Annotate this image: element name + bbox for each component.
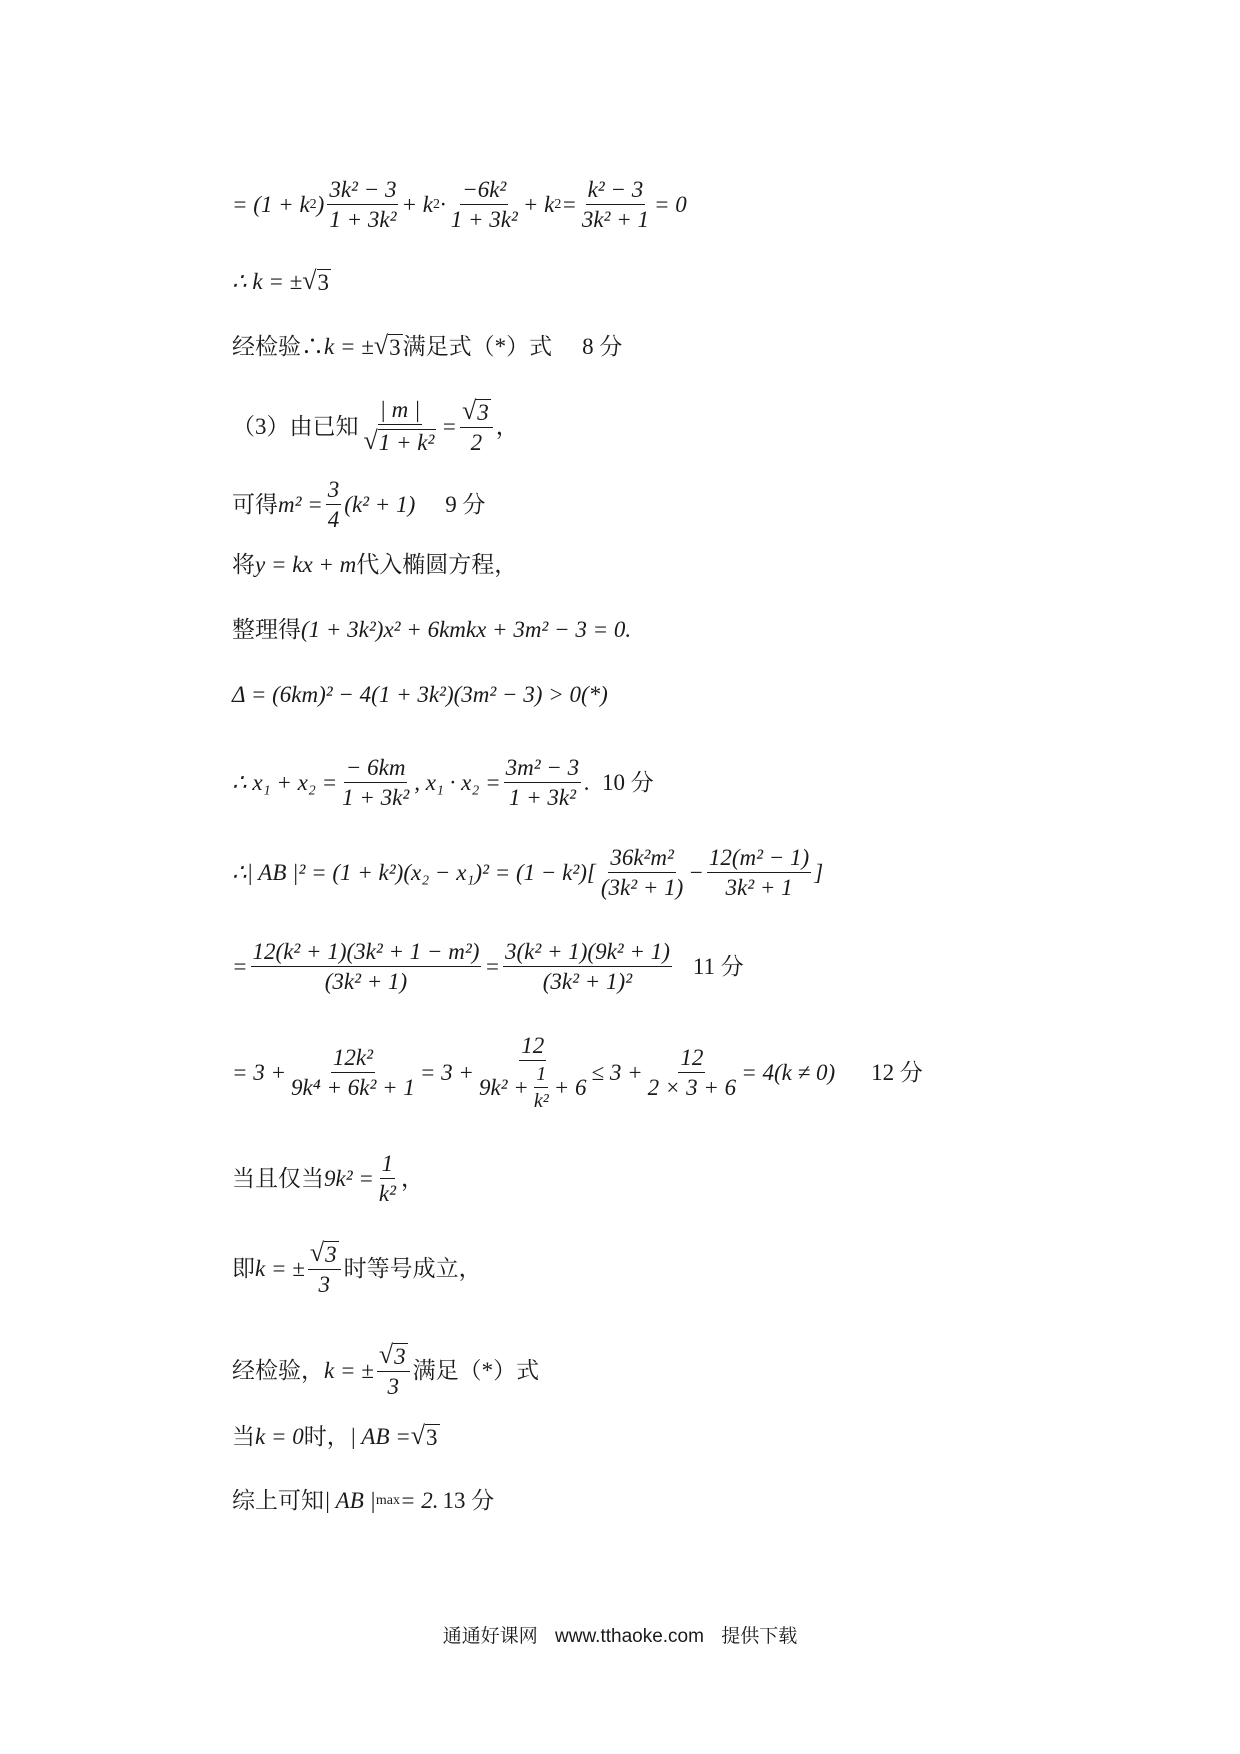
radicand: 3 — [394, 1344, 406, 1369]
expr-part: = (1 + k — [232, 192, 310, 217]
text-part: 经检验， — [232, 1357, 324, 1383]
text-part: 代入椭圆方程， — [356, 552, 518, 577]
expr-part: · — [439, 192, 446, 217]
expr-part: k = ± — [324, 1357, 374, 1383]
denominator — [477, 1061, 589, 1111]
fraction — [580, 178, 651, 231]
radicand: 1 + k² — [378, 430, 435, 455]
fraction — [327, 178, 398, 231]
denominator: 1 + 3k² — [329, 207, 397, 232]
denominator: 2 — [470, 430, 483, 455]
expr-part: − — [688, 860, 704, 885]
footer-url: www.tthaoke.com — [555, 1626, 704, 1647]
numerator: −6k² — [460, 178, 508, 205]
expr-part: ≤ 3 + — [591, 1060, 643, 1085]
expr-part: | AB = — [349, 1423, 411, 1449]
denominator: (3k² + 1) — [600, 875, 684, 900]
numerator: 1 — [380, 1152, 396, 1179]
text-part: ， — [495, 413, 519, 439]
equation-line-10 — [232, 846, 823, 899]
text-part: ， — [400, 1166, 424, 1191]
fraction — [326, 478, 342, 531]
expr-part: (k² + 1) — [344, 492, 416, 517]
denominator: 4 — [327, 507, 340, 532]
expr-part: ∴ x₁ + x₂ = — [232, 770, 338, 795]
score-mark: 11 分 — [692, 954, 744, 979]
equation-line-9 — [232, 756, 654, 809]
numerator: 1 — [534, 1064, 548, 1088]
numerator: − 6km — [344, 756, 408, 783]
expr-part: + k — [522, 192, 555, 217]
expr-part: = — [441, 413, 457, 439]
denominator: 1 + 3k² — [450, 207, 518, 232]
equation-line-13 — [232, 1152, 424, 1205]
fraction — [532, 1064, 551, 1111]
numerator: 36k²m² — [608, 846, 676, 873]
text-part: 满足式（*）式 — [402, 333, 553, 359]
fraction — [377, 1152, 398, 1205]
denominator: 1 + 3k² — [508, 785, 576, 810]
sqrt: √ 3 — [410, 1421, 438, 1450]
numerator: √ 3 — [308, 1240, 341, 1270]
fraction — [503, 940, 672, 993]
denominator: k² — [533, 1090, 549, 1112]
equation-line-16 — [232, 1423, 440, 1449]
radicand: 3 — [317, 270, 330, 295]
expr-part: Δ = (6km)² − 4(1 + 3k²)(3m² − 3) > 0(*) — [232, 682, 608, 707]
numerator: √ 3 — [460, 398, 493, 428]
fraction — [251, 940, 482, 993]
numerator: 3m² − 3 — [504, 756, 582, 783]
expr-part: ∴ k = ± — [232, 268, 303, 294]
expr-part: = 0 — [653, 192, 687, 217]
text-part: 综上可知 — [232, 1488, 324, 1513]
fraction — [377, 1342, 410, 1398]
score-mark: 8 分 — [582, 333, 623, 359]
text-part: 即 — [232, 1255, 255, 1281]
equation-line-15 — [232, 1342, 539, 1398]
fraction — [449, 178, 520, 231]
expr-part: m² = — [278, 492, 323, 517]
fraction — [460, 398, 493, 454]
numerator: 3(k² + 1)(9k² + 1) — [503, 940, 672, 967]
expr-part: = 4(k ≠ 0) — [741, 1060, 836, 1085]
score-mark: 9 分 — [445, 492, 486, 517]
text-part: 时等号成立， — [343, 1255, 482, 1281]
equation-line-11 — [232, 940, 744, 993]
fraction — [289, 1046, 417, 1099]
text-part: 当且仅当 — [232, 1166, 324, 1191]
equation-line-12 — [232, 1034, 923, 1111]
numerator: 12 — [519, 1034, 546, 1061]
score-mark: 13 分 — [442, 1488, 495, 1513]
numerator: k² − 3 — [586, 178, 646, 205]
expr-part: = — [561, 192, 577, 217]
expr-part: = 2. — [399, 1488, 439, 1513]
equation-line-8 — [232, 683, 608, 706]
page-footer — [0, 1621, 1240, 1648]
score-mark: 12 分 — [871, 1060, 923, 1085]
denominator: 9k⁴ + 6k² + 1 — [291, 1075, 415, 1100]
fraction — [362, 398, 439, 454]
score-mark: 10 分 — [601, 770, 654, 795]
numerator: 12(k² + 1)(3k² + 1 − m²) — [251, 940, 482, 967]
expr-part: ] — [814, 860, 824, 885]
text-part: 当 — [232, 1423, 255, 1449]
expr-part: + 6 — [553, 1075, 587, 1100]
denominator: (3k² + 1) — [324, 969, 408, 994]
equation-line-17: 综上可知 | AB | max = 2. 13 分 — [232, 1488, 495, 1513]
text-part: 将 — [232, 552, 255, 577]
fraction — [308, 1240, 341, 1296]
expr-part: 9k² + — [478, 1075, 529, 1100]
denominator: 3k² + 1 — [581, 207, 649, 232]
fraction — [504, 756, 582, 809]
numerator: 3 — [326, 478, 342, 505]
expr-part: | AB | — [324, 1488, 376, 1513]
radicand: 3 — [325, 1242, 337, 1267]
fraction — [340, 756, 411, 809]
expr-part: ) — [316, 192, 325, 217]
footer-note: 提供下载 — [721, 1626, 798, 1647]
text-part: （3）由已知 — [232, 413, 359, 439]
equation-line-7 — [232, 618, 631, 641]
denominator: 3 — [387, 1374, 399, 1399]
expr-part: . — [584, 770, 590, 795]
text-part: 可得 — [232, 492, 278, 517]
text-part: 满足（*）式 — [412, 1357, 540, 1383]
sqrt: √ 3 — [373, 331, 401, 360]
expr-part: + k — [401, 192, 433, 217]
numerator: | m | — [378, 398, 423, 425]
denominator: √ 1 + k² — [363, 426, 435, 455]
text-part: 时， — [303, 1423, 350, 1449]
radicand: 3 — [426, 1425, 438, 1450]
equation-line-3 — [232, 333, 622, 359]
text-part: 整理得 — [232, 617, 301, 642]
expr-part: y = kx + m — [255, 552, 357, 577]
footer-site: 通通好课网 — [442, 1626, 538, 1647]
numerator: 12 — [678, 1046, 705, 1073]
fraction — [646, 1046, 739, 1099]
radicand: 3 — [477, 400, 489, 425]
equation-line-6 — [232, 553, 517, 576]
numerator: √ 3 — [377, 1342, 410, 1372]
equation-line-1: = (1 + k 2 ) $\frac{\text{3k² − 3}}{\text{1 + 3k²}}$ + k 2 · $\frac{\text{−6k²}}{\text{1 + 3k²}}$ + k 2 = $\frac{\text{k² − 3}}{\text{3k² + 1}}$ = 0 — [232, 177, 687, 232]
numerator: 12k² — [331, 1046, 375, 1073]
sqrt: √ 3 — [302, 266, 330, 295]
radicand: 3 — [389, 335, 401, 360]
equation-line-5 — [232, 478, 485, 531]
numerator: 12(m² − 1) — [707, 846, 811, 873]
fraction — [599, 846, 685, 899]
equation-line-14 — [232, 1240, 482, 1296]
denominator: 1 + 3k² — [342, 785, 410, 810]
expr-part: = — [232, 954, 248, 979]
equation-line-2 — [232, 268, 331, 294]
denominator: 3 — [318, 1272, 330, 1297]
expr-part: 9k² = — [324, 1166, 374, 1191]
denominator: 3k² + 1 — [725, 875, 793, 900]
fraction — [477, 1034, 589, 1111]
expr-part: k = ± — [324, 333, 374, 359]
text-part: 经检验∴ — [232, 333, 324, 359]
expr-part: k = ± — [255, 1255, 305, 1281]
expr-part: (1 + 3k²)x² + 6kmkx + 3m² − 3 = 0. — [301, 617, 632, 642]
expr-part: ∴| AB |² = (1 + k²)(x₂ − x₁)² = (1 − k²)[ — [232, 860, 596, 885]
denominator: k² — [378, 1181, 396, 1206]
expr-part: = 3 + — [419, 1060, 474, 1085]
equation-line-4 — [232, 398, 519, 454]
expr-part: , x₁ · x₂ = — [414, 770, 501, 795]
expr-part: = 3 + — [232, 1060, 287, 1085]
fraction — [707, 846, 811, 899]
expr-part: = — [484, 954, 500, 979]
numerator: 3k² − 3 — [327, 178, 398, 205]
denominator: 2 × 3 + 6 — [647, 1075, 737, 1100]
expr-part: k = 0 — [255, 1423, 304, 1449]
denominator: (3k² + 1)² — [542, 969, 633, 994]
